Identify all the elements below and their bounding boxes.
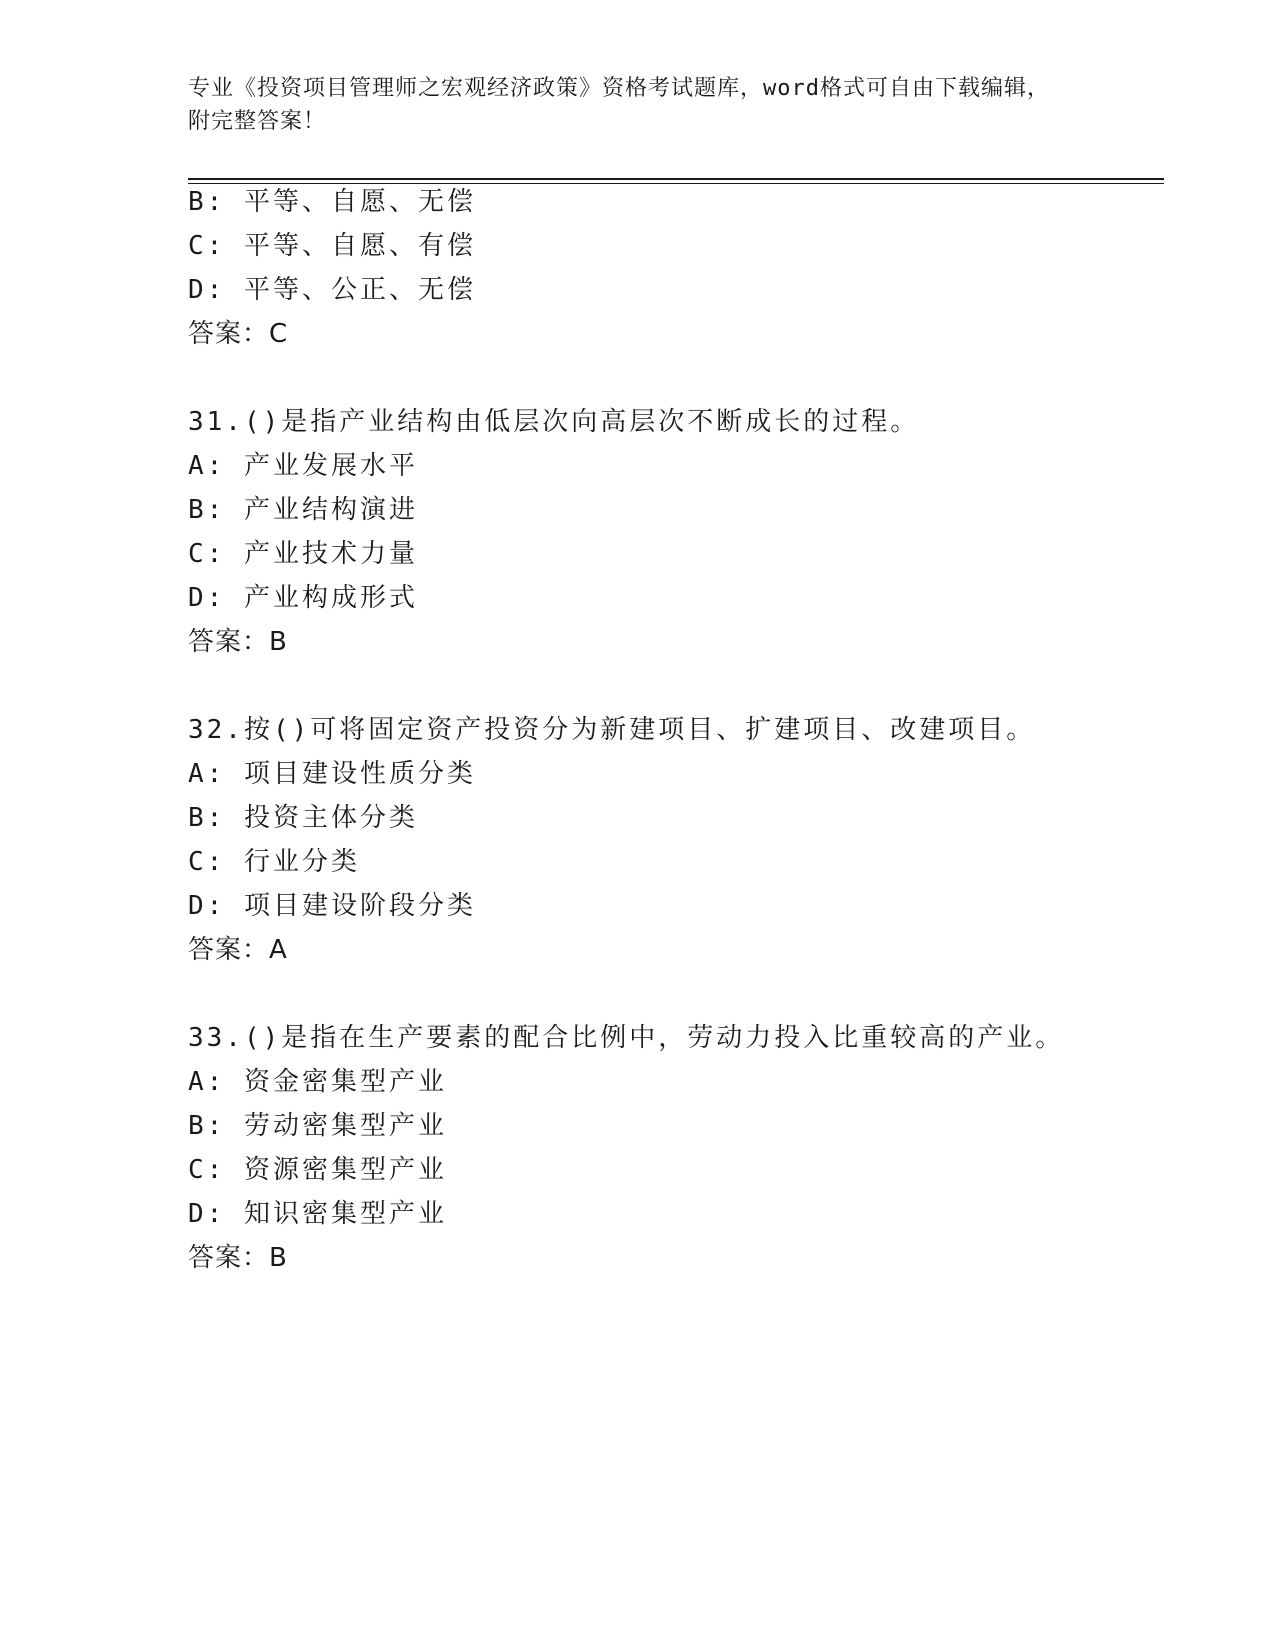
answer: 答案：B bbox=[188, 1243, 288, 1273]
answer: 答案：C bbox=[188, 319, 289, 349]
option-c: C: 资源密集型产业 bbox=[188, 1155, 447, 1185]
option-b: B: 投资主体分类 bbox=[188, 803, 418, 833]
option-d: D: 平等、公正、无偿 bbox=[188, 275, 476, 305]
option-d: D: 知识密集型产业 bbox=[188, 1199, 447, 1229]
option-d: D: 产业构成形式 bbox=[188, 583, 418, 613]
header-divider bbox=[188, 178, 1164, 184]
question-stem: 31.()是指产业结构由低层次向高层次不断成长的过程。 bbox=[188, 407, 920, 437]
question-stem: 32.按()可将固定资产投资分为新建项目、扩建项目、改建项目。 bbox=[188, 715, 1036, 745]
option-a: A: 项目建设性质分类 bbox=[188, 759, 476, 789]
option-a: A: 资金密集型产业 bbox=[188, 1067, 447, 1097]
option-d: D: 项目建设阶段分类 bbox=[188, 891, 476, 921]
option-c: C: 平等、自愿、有偿 bbox=[188, 231, 476, 261]
option-b: B: 劳动密集型产业 bbox=[188, 1111, 447, 1141]
option-b: B: 产业结构演进 bbox=[188, 495, 418, 525]
answer: 答案：A bbox=[188, 935, 288, 965]
option-a: A: 产业发展水平 bbox=[188, 451, 418, 481]
option-b: B: 平等、自愿、无偿 bbox=[188, 187, 476, 217]
document-header: 专业《投资项目管理师之宏观经济政策》资格考试题库，word格式可自由下载编辑，附完整答案！ bbox=[188, 76, 1050, 134]
answer: 答案：B bbox=[188, 627, 288, 657]
option-c: C: 行业分类 bbox=[188, 847, 360, 877]
question-stem: 33.()是指在生产要素的配合比例中，劳动力投入比重较高的产业。 bbox=[188, 1023, 1065, 1053]
option-c: C: 产业技术力量 bbox=[188, 539, 418, 569]
